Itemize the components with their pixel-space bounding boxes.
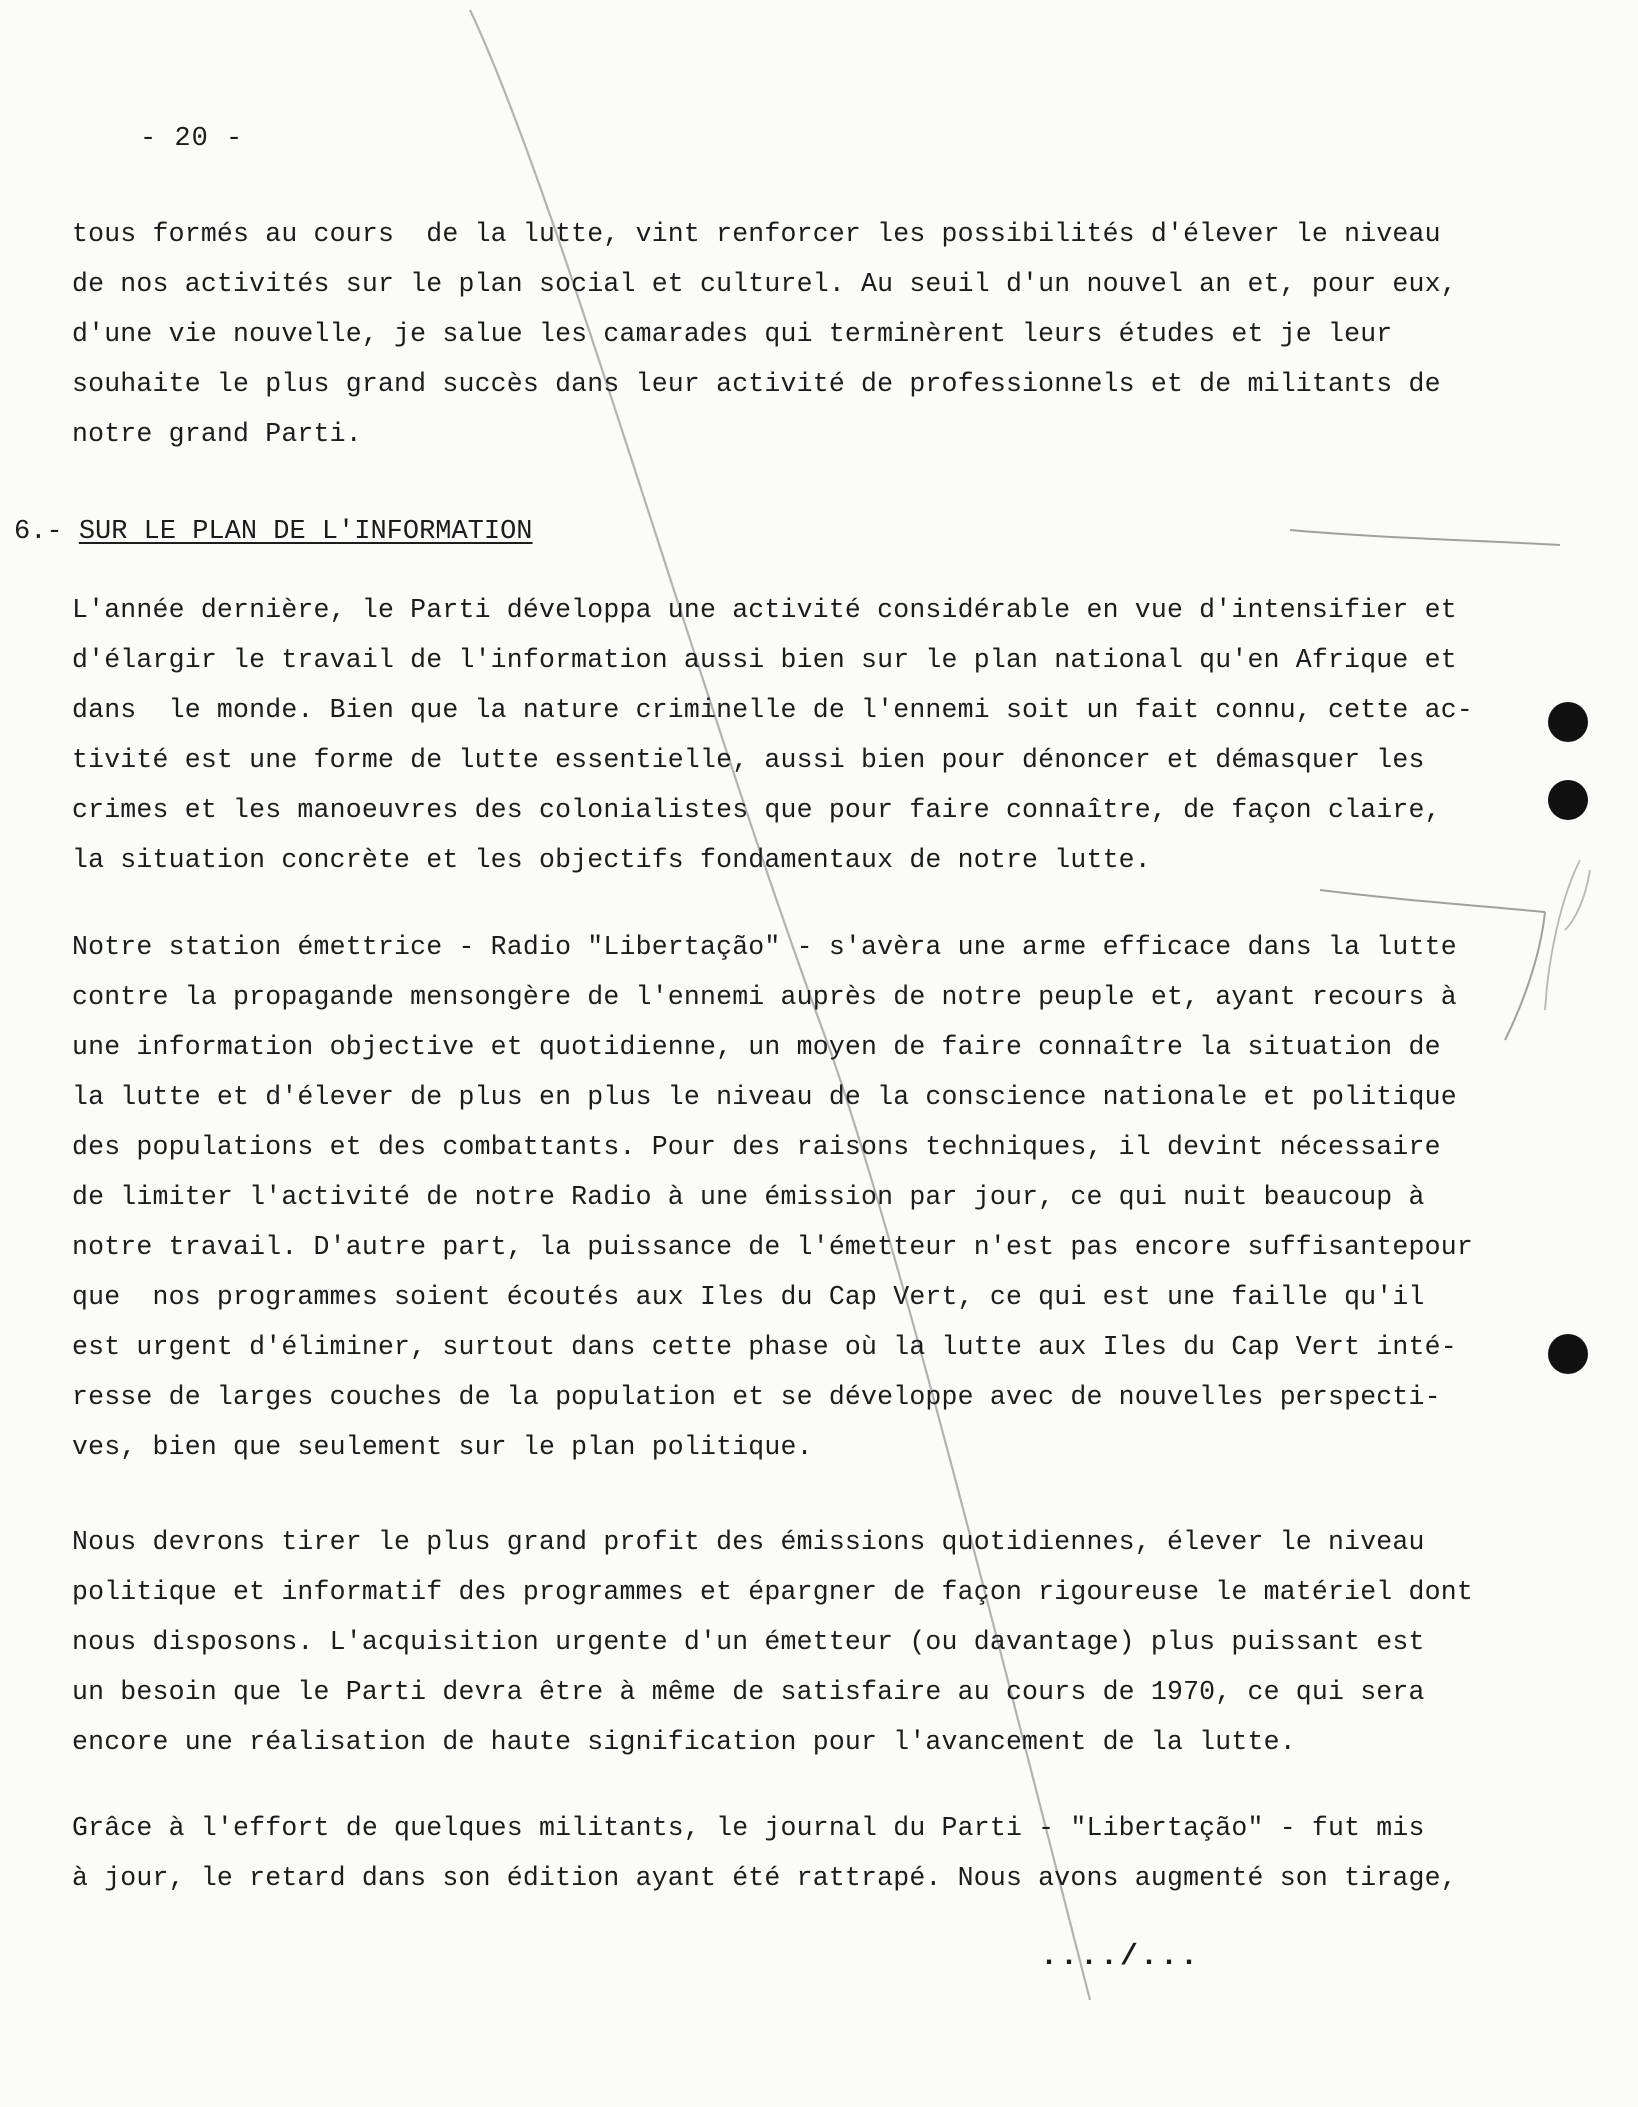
text-line: des populations et des combattants. Pour des raisons techniques, il devint nécessaire bbox=[72, 1132, 1441, 1162]
text-line: de nos activités sur le plan social et culturel. Au seuil d'un nouvel an et, pour eux, bbox=[72, 269, 1457, 299]
text-line: contre la propagande mensongère de l'ennemi auprès de notre peuple et, ayant recours à bbox=[72, 982, 1457, 1012]
text-line: une information objective et quotidienne, un moyen de faire connaître la situation de bbox=[72, 1032, 1441, 1062]
text-line: dans le monde. Bien que la nature criminelle de l'ennemi soit un fait connu, cette ac- bbox=[72, 695, 1473, 725]
text-line: Grâce à l'effort de quelques militants, le journal du Parti - "Libertação" - fut mis bbox=[72, 1813, 1425, 1843]
text-line: notre grand Parti. bbox=[72, 419, 362, 449]
section-heading bbox=[14, 512, 533, 552]
text-line: la lutte et d'élever de plus en plus le niveau de la conscience nationale et politique bbox=[72, 1082, 1457, 1112]
text-line: resse de larges couches de la population et se développe avec de nouvelles perspecti- bbox=[72, 1382, 1441, 1412]
text-line: tous formés au cours de la lutte, vint renforcer les possibilités d'élever le niveau bbox=[72, 219, 1441, 249]
text-line: la situation concrète et les objectifs fondamentaux de notre lutte. bbox=[72, 845, 1151, 875]
paragraph-4 bbox=[72, 1803, 1457, 1903]
text-line: politique et informatif des programmes et épargner de façon rigoureuse le matériel dont bbox=[72, 1577, 1473, 1607]
section-title: SUR LE PLAN DE L'INFORMATION bbox=[78, 517, 533, 547]
text-line: Nous devrons tirer le plus grand profit des émissions quotidiennes, élever le niveau bbox=[72, 1527, 1425, 1557]
text-line: L'année dernière, le Parti développa une activité considérable en vue d'intensifier et bbox=[72, 595, 1457, 625]
text-line: nous disposons. L'acquisition urgente d'un émetteur (ou davantage) plus puissant est bbox=[72, 1627, 1425, 1657]
section-number: 6.- bbox=[14, 517, 63, 547]
text-line: à jour, le retard dans son édition ayant été rattrapé. Nous avons augmenté son tirage, bbox=[72, 1863, 1457, 1893]
text-line: de limiter l'activité de notre Radio à une émission par jour, ce qui nuit beaucoup à bbox=[72, 1182, 1425, 1212]
continuation-mark: ..../... bbox=[1040, 1940, 1201, 1974]
intro-paragraph bbox=[72, 209, 1457, 459]
text-line: est urgent d'éliminer, surtout dans cette phase où la lutte aux Iles du Cap Vert inté- bbox=[72, 1332, 1457, 1362]
text-line: que nos programmes soient écoutés aux Iles du Cap Vert, ce qui est une faille qu'il bbox=[72, 1282, 1425, 1312]
text-line: tivité est une forme de lutte essentielle, aussi bien pour dénoncer et démasquer les bbox=[72, 745, 1425, 775]
paragraph-2 bbox=[72, 922, 1473, 1472]
text-line: Notre station émettrice - Radio "Libertação" - s'avèra une arme efficace dans la lutte bbox=[72, 932, 1457, 962]
text-line: d'une vie nouvelle, je salue les camarades qui terminèrent leurs études et je leur bbox=[72, 319, 1393, 349]
text-line: notre travail. D'autre part, la puissance de l'émetteur n'est pas encore suffisantepour bbox=[72, 1232, 1473, 1262]
text-line: d'élargir le travail de l'information aussi bien sur le plan national qu'en Afrique et bbox=[72, 645, 1457, 675]
text-line: ves, bien que seulement sur le plan politique. bbox=[72, 1432, 813, 1462]
text-line: encore une réalisation de haute signification pour l'avancement de la lutte. bbox=[72, 1727, 1296, 1757]
text-line: un besoin que le Parti devra être à même de satisfaire au cours de 1970, ce qui sera bbox=[72, 1677, 1425, 1707]
text-line: souhaite le plus grand succès dans leur activité de professionnels et de militants de bbox=[72, 369, 1441, 399]
page-number: - 20 - bbox=[140, 124, 244, 154]
paragraph-1 bbox=[72, 585, 1473, 885]
paragraph-3 bbox=[72, 1517, 1473, 1767]
text-line: crimes et les manoeuvres des colonialistes que pour faire connaître, de façon claire, bbox=[72, 795, 1441, 825]
